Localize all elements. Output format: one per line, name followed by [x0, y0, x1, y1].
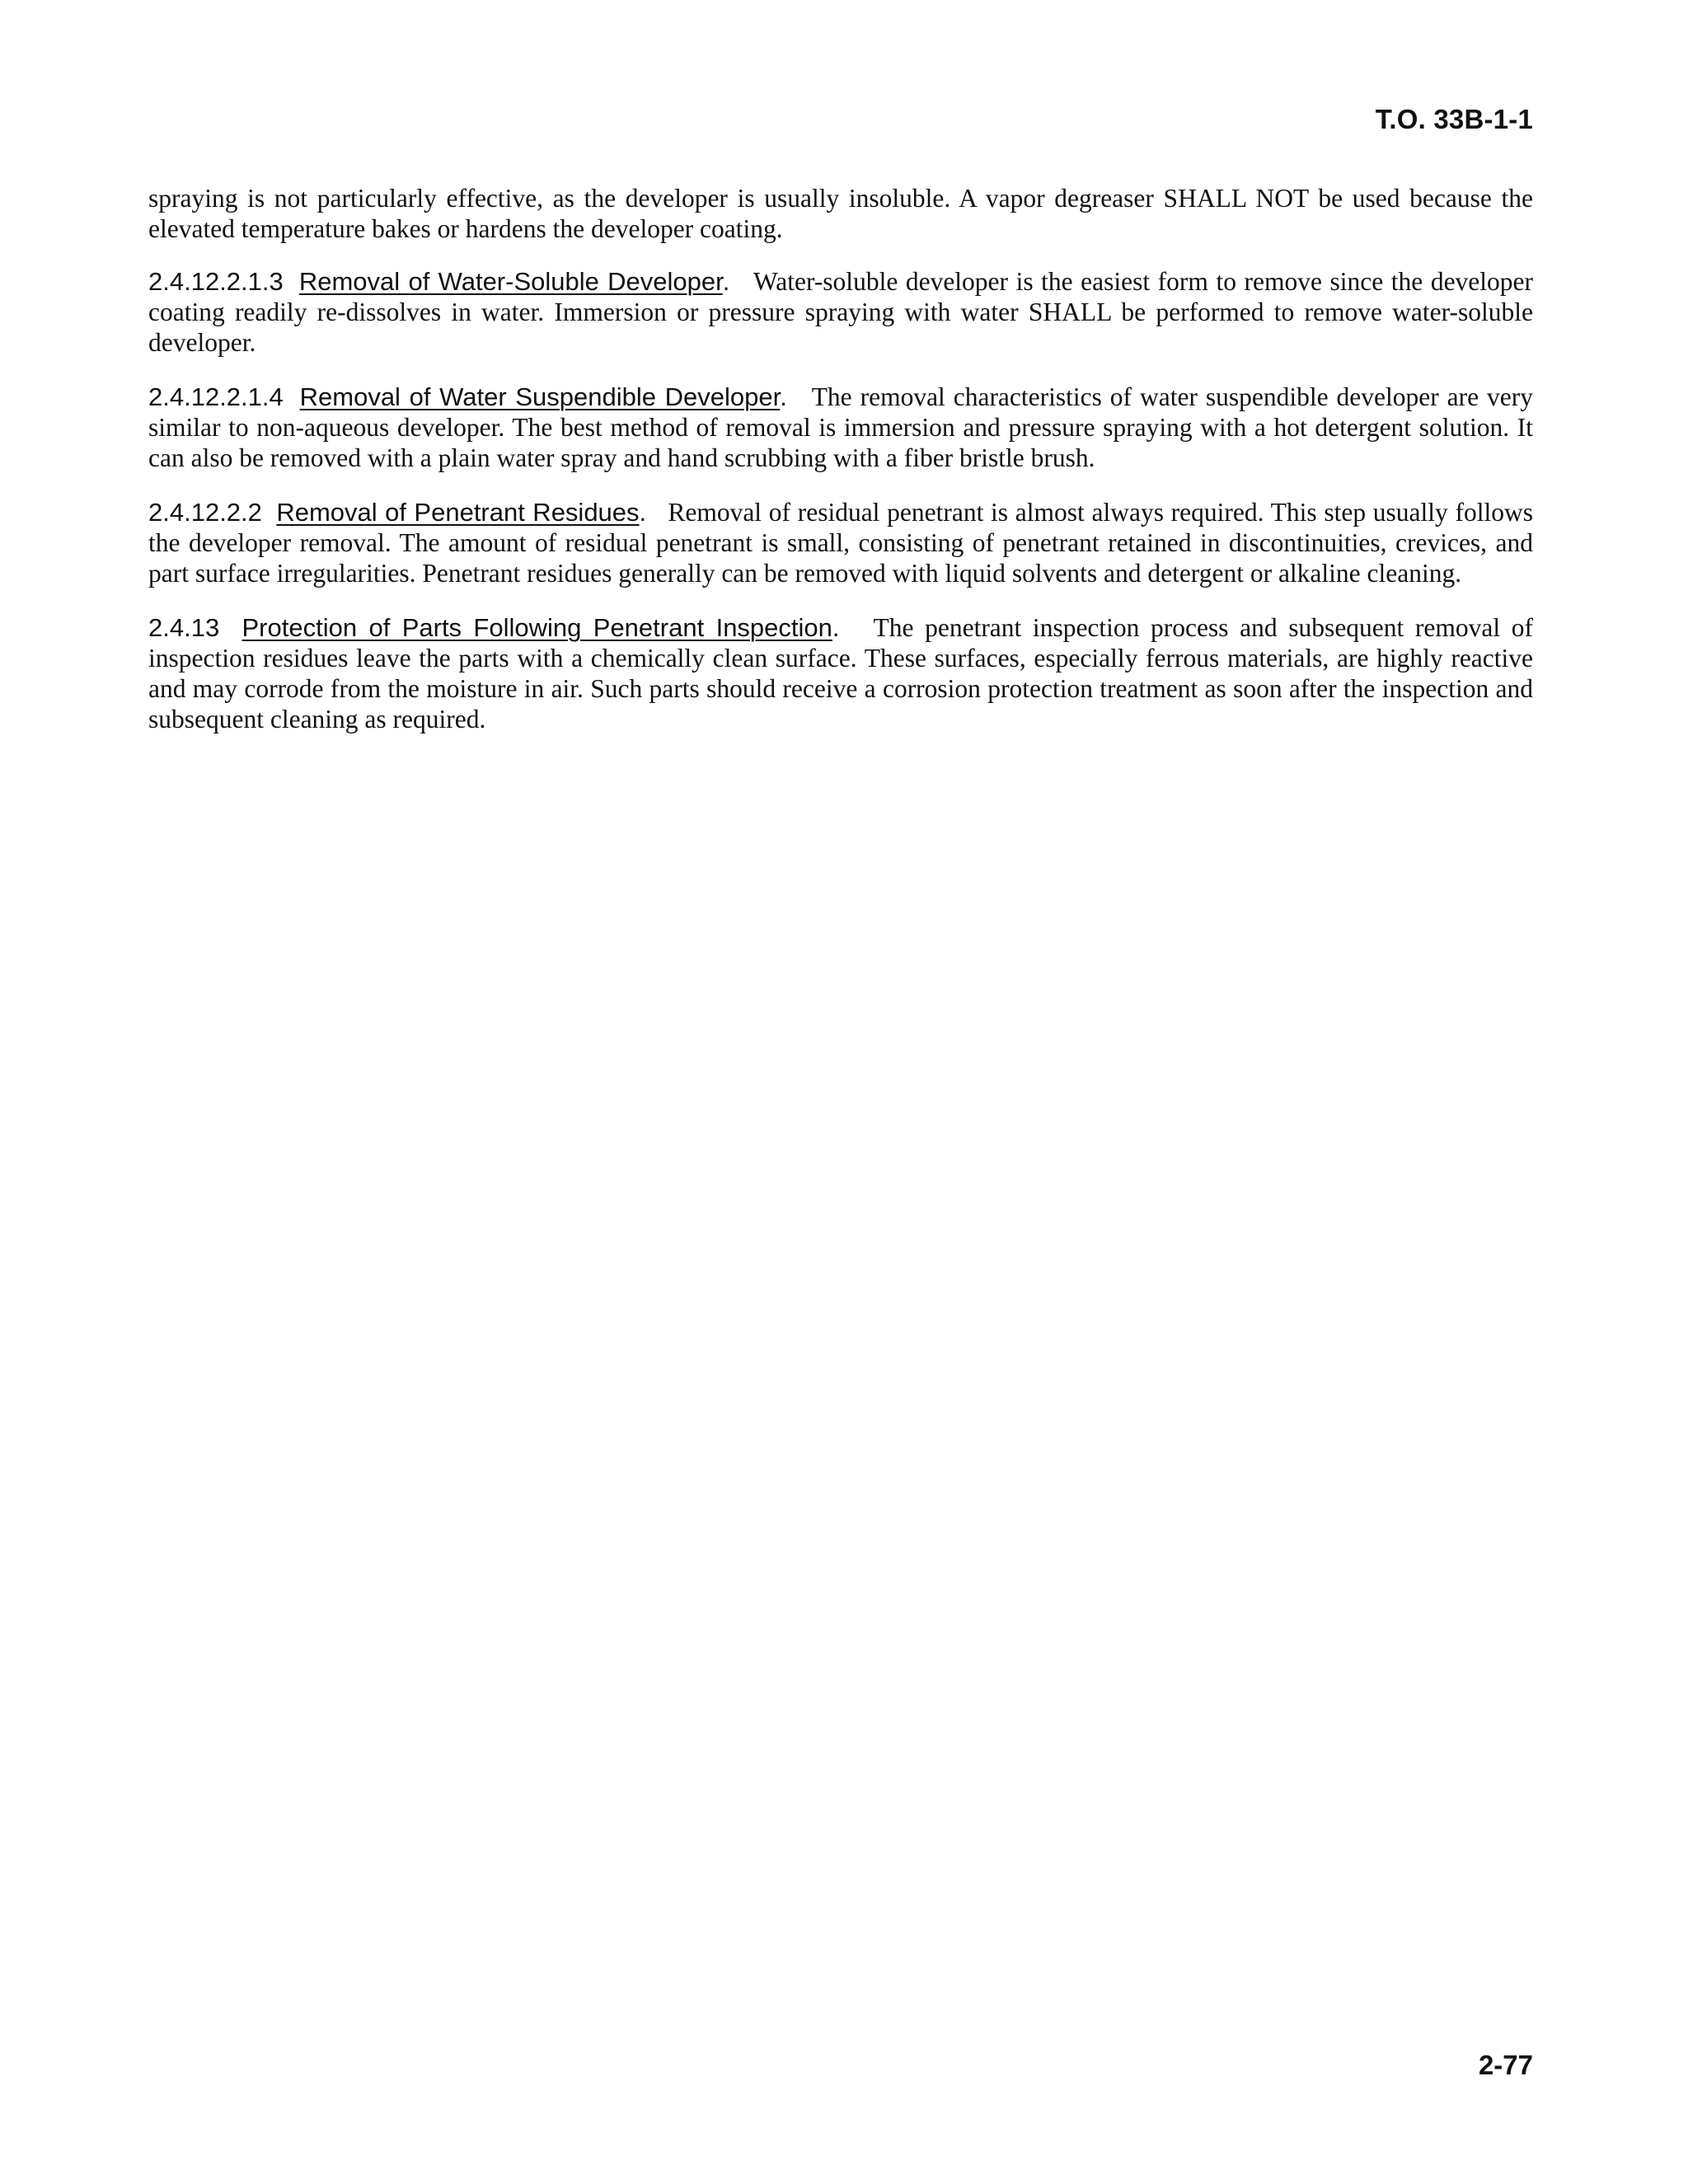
- section-paragraph: 2.4.13 Protection of Parts Following Penetrant Inspection. The penetrant inspection process and subsequent removal of inspection residues leave the parts with a chemically clean surface. These surfaces, especially ferrous materials, are highly reactive and may corrode from the moisture in air. Such parts should receive a corrosion protection treatment as soon after the inspection and subsequent cleaning as required.: [148, 613, 1534, 733]
- section-body: Water-soluble developer is the easiest form to remove since the developer coating readily re-dissolves in water. Immersion or pressure spraying with water SHALL be performed to remove water-soluble developer.: [148, 267, 1534, 357]
- section-number: 2.4.13: [148, 613, 220, 642]
- document-id: T.O. 33B-1-1: [1375, 104, 1533, 134]
- section-paragraph: 2.4.12.2.2 Removal of Penetrant Residues. Removal of residual penetrant is almost always required. This step usually follows the developer removal. The amount of residual penetrant is small, consisting of penetrant retained in discontinuities, crevices, and part surface irregularities. Penetrant residues generally can be removed with liquid solvents and detergent or alkaline cleaning.: [148, 498, 1534, 588]
- section-body: Removal of residual penetrant is almost always required. This step usually follows the developer removal. The amount of residual penetrant is small, consisting of penetrant retained in discontinuities, crevices, and part surface irregularities. Penetrant residues generally can be removed with liquid solvents and detergent or alkaline cleaning.: [148, 498, 1534, 588]
- section-number: 2.4.12.2.2: [148, 498, 262, 527]
- section-paragraph: 2.4.12.2.1.4 Removal of Water Suspendible Developer. The removal characteristics of water suspendible developer are very similar to non-aqueous developer. The best method of removal is immersion and pressure spraying with a hot detergent solution. It can also be removed with a plain water spray and hand scrubbing with a fiber bristle brush.: [148, 382, 1534, 472]
- section-title: Removal of Water-Soluble Developer: [298, 267, 723, 296]
- section-title: Removal of Penetrant Residues: [276, 498, 640, 527]
- section-number: 2.4.12.2.1.3: [148, 267, 284, 296]
- section-body: The penetrant inspection process and subsequent removal of inspection residues leave the parts with a chemically clean surface. These surfaces, especially ferrous materials, are highly reactive and may corrode from the moisture in air. Such parts should receive a corrosion protection treatment as soon after the inspection and subsequent cleaning as required.: [148, 613, 1534, 733]
- section-body: The removal characteristics of water suspendible developer are very similar to non-aqueous developer. The best method of removal is immersion and pressure spraying with a hot detergent solution. It can also be removed with a plain water spray and hand scrubbing with a fiber bristle brush.: [148, 382, 1534, 472]
- section-title: Protection of Parts Following Penetrant Inspection: [241, 613, 832, 642]
- intro-paragraph: spraying is not particularly effective, as the developer is usually insoluble. A vapor degreaser SHALL NOT be used because the elevated temperature bakes or hardens the developer coating.: [148, 184, 1533, 243]
- section-title: Removal of Water Suspendible Developer: [299, 382, 781, 411]
- page-number: 2-77: [1478, 2050, 1533, 2080]
- section-number: 2.4.12.2.1.4: [148, 382, 284, 411]
- page-body: [148, 183, 1533, 758]
- section-paragraph: 2.4.12.2.1.3 Removal of Water-Soluble Developer. Water-soluble developer is the easiest form to remove since the developer coating readily re-dissolves in water. Immersion or pressure spraying with water SHALL be performed to remove water-soluble developer.: [148, 267, 1534, 357]
